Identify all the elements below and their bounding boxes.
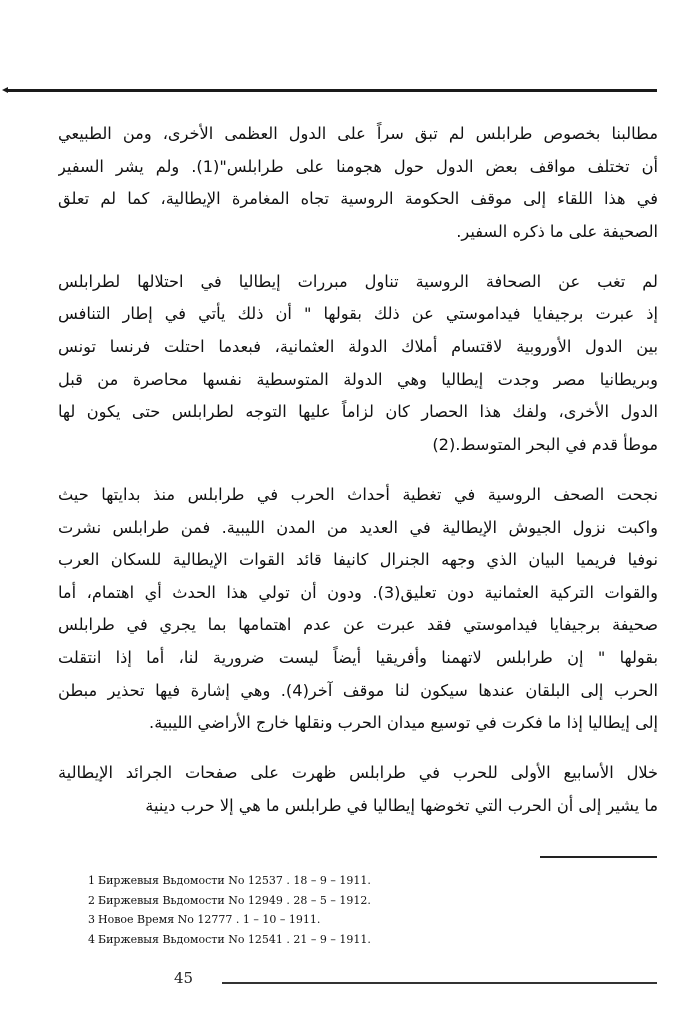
text-line: الصحيفة على ما ذكره السفير. <box>456 221 658 241</box>
text-line: صحيفة برجيفايا فيداموستي فقد عبرت عن عدم اهتمامها بما يجري في طرابلس <box>58 615 658 635</box>
text-line: إلى إيطاليا إذا ما فكرت في توسيع ميدان الحرب ونقلها خارج الأراضي الليبية. <box>149 713 658 733</box>
footnote <box>88 930 488 950</box>
text-line: نجحت الصحف الروسية في تغطية أحداث الحرب في طرابلس منذ بدايتها حيث <box>58 484 658 504</box>
text-line: بقولها " إن طرابلس لاتهمنا وأفريقيا أيضاً ليست ضرورية لنا، أما إذا انتقلت <box>58 647 658 667</box>
text-line: ما يشير إلى أن الحرب التي تخوضها إيطاليا في طرابلس ما هي إلا حرب دينية <box>145 795 658 815</box>
text-line: إذ عبرت برجيفايا فيداموستي عن ذلك بقولها " أن ذلك يأتي في إطار التنافس <box>58 304 658 324</box>
footnote-number: 4 <box>88 932 95 946</box>
text-line: الحرب إلى البلقان عندها سيكون لنا موقف آخر(4). وهي إشارة فيها تحذير مبطن <box>58 680 658 700</box>
footnote <box>88 910 488 930</box>
footnote-number: 1 <box>88 874 95 887</box>
footnote-text: Биржевыя Вьдомости No 12949 . 28 – 5 – 1912. <box>98 893 371 907</box>
body-text <box>58 118 658 840</box>
page-number: 45 <box>174 969 194 987</box>
footnote-number: 3 <box>88 913 95 926</box>
text-line: خلال الأسابيع الأولى للحرب في طرابلس ظهرت على صفحات الجرائد الإيطالية <box>58 763 658 783</box>
text-line: بين الدول الأوروبية لاقتسام أملاك الدولة العثمانية، فبعدما احتلت فرنسا تونس <box>58 337 658 357</box>
text-line: موطأ قدم في البحر المتوسط.(2) <box>432 434 658 454</box>
footnote-separator <box>540 856 657 858</box>
footnote-text: Новое Время No 12777 . 1 – 10 – 1911. <box>98 913 321 926</box>
text-line: نوفيا فريميا البيان الذي وجهه الجنرال كانيفا قائد القوات الإيطالية للسكان العرب <box>58 550 658 570</box>
text-line: في هذا اللقاء إلى موقف الحكومة الروسية تجاه المغامرة الإيطالية، كما لم تعلق <box>58 189 658 209</box>
header-rule <box>6 89 657 92</box>
text-line: واكبت نزول الجيوش الإيطالية في العديد من المدن الليبية. فمن طرابلس نشرت <box>58 517 658 537</box>
footer-rule <box>222 982 657 984</box>
text-line: والقوات التركية العثمانية دون تعليق(3). ودون أن تولي هذا الحدث أي اهتمام، أما <box>58 582 658 602</box>
text-line: لم تغب عن الصحافة الروسية تناول مبررات إيطاليا في احتلالها لطرابلس <box>58 271 658 291</box>
footnotes <box>88 871 488 949</box>
text-line: مطالبنا بخصوص طرابلس لم تبق سراً على الدول العظمى الأخرى، ومن الطبيعي <box>58 124 658 143</box>
text-line: وبريطانيا مصر وجدت إيطاليا وهي الدولة المتوسطية نفسها محاصرة من قبل <box>58 369 658 389</box>
paragraph <box>58 757 658 822</box>
footnote <box>88 891 488 911</box>
text-line: الدول الأخرى، ولفك هذا الحصار كان لزاماً عليها التوجه لطرابلس حتى يكون لها <box>58 402 658 422</box>
footnote <box>88 871 488 891</box>
paragraph <box>58 266 658 462</box>
text-line: أن تختلف مواقف بعض الدول حول هجومنا على طرابلس"(1). ولم يشر السفير <box>58 156 658 176</box>
footnote-text: Биржевыя Вьдомости No 12537 . 18 – 9 – 1911. <box>98 874 371 887</box>
footnote-text: Биржевыя Вьдомости No 12541 . 21 – 9 – 1911. <box>98 932 371 946</box>
paragraph <box>58 479 658 740</box>
footnote-number: 2 <box>88 893 95 907</box>
paragraph <box>58 118 658 248</box>
